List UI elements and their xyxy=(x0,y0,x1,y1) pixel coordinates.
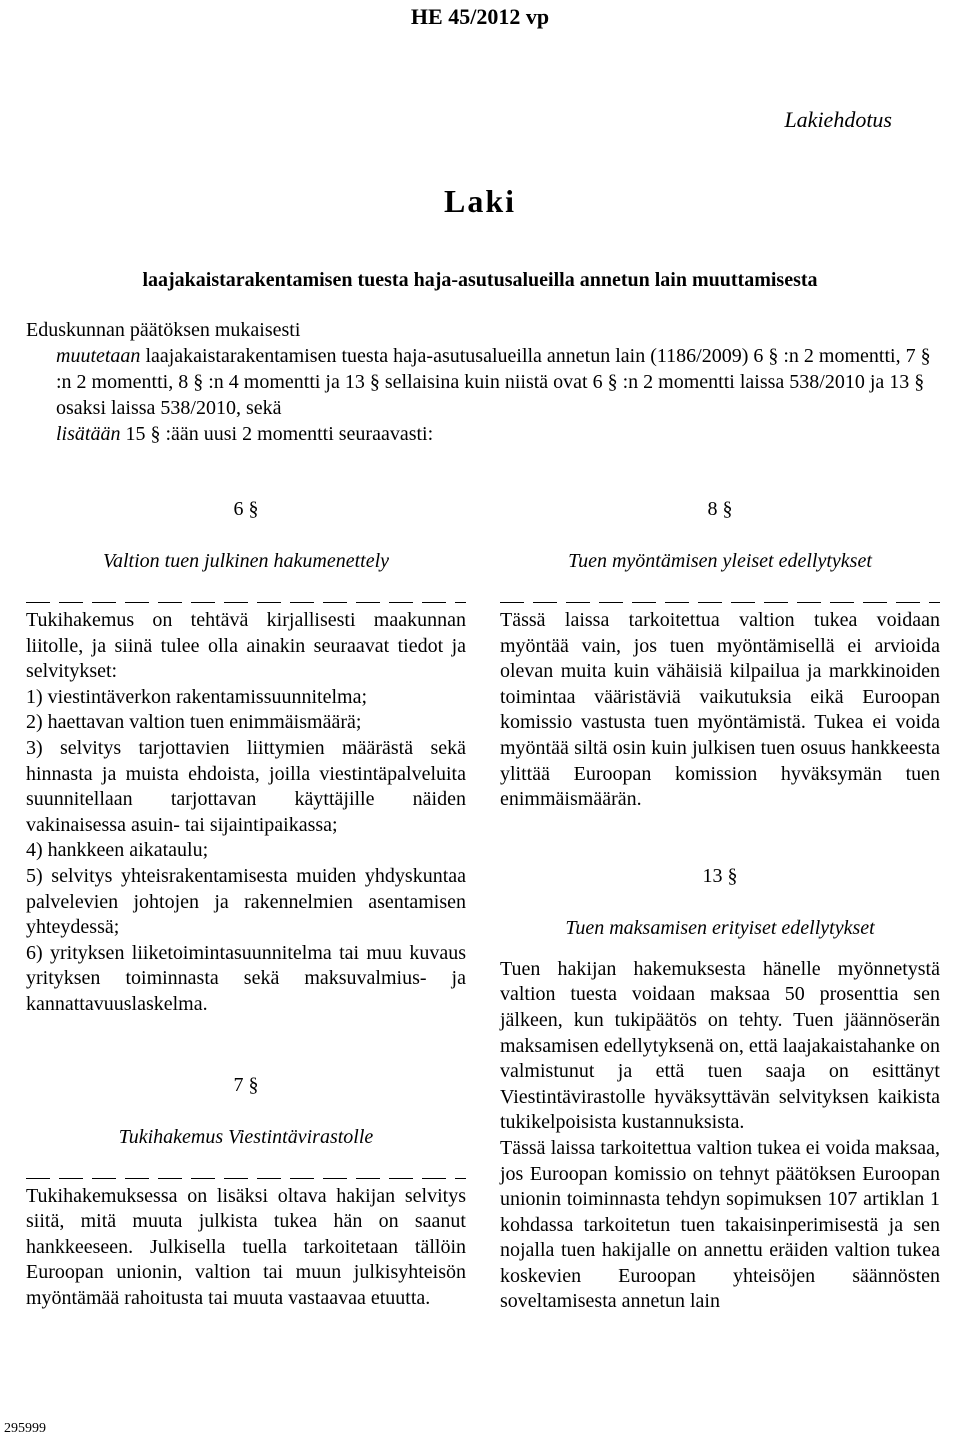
list-item: 1) viestintäverkon rakentamissuunnitelma; xyxy=(26,685,368,708)
section-7-paragraph: Tukihakemuksessa on lisäksi oltava hakijan selvitys siitä, mitä muuta julkista tukea hän on saanut hankkeeseen. Julkisella tuella tarkoitetaan tällöin Euroopan unionin, valtion tai muun julkisyhteisön myöntämää rahoitusta tai muuta vastaavaa etuutta. xyxy=(26,1184,466,1309)
omission-dashes xyxy=(26,594,466,608)
preamble-amend-text: laajakaistarakentamisen tuesta haja-asutusalueilla annetun lain (1186/2009) 6 § :n 2 momentti, 7 § :n 2 momentti, 8 § :n 4 momentti ja 13 § sellaisina kuin niistä ovat 6 § :n 2 momentti laissa 538/2010 ja 13 § osaksi laissa 538/2010, sekä xyxy=(56,345,931,419)
preamble-addition xyxy=(26,421,946,447)
list-item: 6) yrityksen liiketoimintasuunnitelma tai muu kuvaus yrityksen toiminnasta sekä maksuvalmius- ja kannattavuuslaskelma. xyxy=(26,941,466,1015)
list-item: 3) selvitys tarjottavien liittymien määrästä sekä hinnasta ja muista ehdoista, joilla viestintäpalveluita suunnitellaan tarjottavan käyttäjille näiden vakinaisessa asuin- tai sijaintipaikassa; xyxy=(26,736,466,836)
preamble-amendment xyxy=(26,343,946,421)
left-column xyxy=(26,494,466,1311)
section-spacer xyxy=(500,813,940,861)
section-6-number: 6 § xyxy=(233,498,259,520)
footer-number: 295999 xyxy=(4,1421,46,1436)
preamble-verb-add: lisätään xyxy=(56,423,121,445)
section-13-number: 13 § xyxy=(702,864,738,887)
right-column xyxy=(500,494,940,1315)
section-spacer xyxy=(26,1018,466,1070)
section-8-paragraph: Tässä laissa tarkoitettua valtion tukea voidaan myöntää vain, jos tuen myöntämisellä ei arvioida olevan muita kuin vähäisiä kilpailua ja markkinoiden toimintaa vääristäviä vaikutuksia eikä Euroopan komissio vastusta tuen myöntämistä. Tukea ei voida myöntää siltä osin kuin julkisen tuen osuus hankkeesta ylittää Euroopan komission hyväksymän tuen enimmäismäärän. xyxy=(500,609,940,811)
section-13-paragraph-1: Tuen hakijan hakemuksesta hänelle myönnetystä valtion tuesta voidaan maksaa 50 prosenttia sen jälkeen, kun tukipäätös on tehty. Tuen jäännöserän maksamisen edellytyksenä on, että laajakaistahanke on valmistunut ja että tuen saaja on esittänyt Viestintävirastolle hyväksyttävän selvityksen kaikista tukikelpoisista kustannuksista. xyxy=(500,957,940,1134)
preamble-verb-amend: muutetaan xyxy=(56,345,141,367)
preamble-add-text: 15 § :ään uusi 2 momentti seuraavasti: xyxy=(120,423,434,445)
list-item: 2) haettavan valtion tuen enimmäismäärä; xyxy=(26,711,362,734)
section-gap xyxy=(500,943,940,957)
section-8-number: 8 § xyxy=(707,498,733,520)
section-13-title: Tuen maksamisen erityiset edellytykset xyxy=(565,916,875,939)
document-type: Lakiehdotus xyxy=(784,107,892,132)
list-item: 4) hankkeen aikataulu; xyxy=(26,839,209,862)
law-title: Laki xyxy=(443,183,517,219)
omission-dashes xyxy=(500,594,940,608)
preamble xyxy=(26,317,946,447)
section-7-number: 7 § xyxy=(233,1073,259,1096)
section-6-title: Valtion tuen julkinen hakumenettely xyxy=(102,550,390,572)
section-13-paragraph-2: Tässä laissa tarkoitettua valtion tukea ei voida maksaa, jos Euroopan komissio on tehnyt päätöksen Euroopan unionin toiminnasta tehdyn sopimuksen 107 artiklan 1 kohdassa tarkoitetun tuen takaisinperimisestä ja sen nojalla tuen hakijalle on annettu eräiden valtion tukea koskevien Euroopan yhteisöjen säännösten soveltamisesta annetun lain xyxy=(500,1136,940,1313)
omission-dashes xyxy=(26,1170,466,1184)
preamble-intro: Eduskunnan päätöksen mukaisesti xyxy=(26,319,301,341)
list-item: 5) selvitys yhteisrakentamisesta muiden yhdyskuntaa palvelevien johtojen ja rakennelmien asentamisen yhteydessä; xyxy=(26,864,466,939)
document-id: HE 45/2012 vp xyxy=(410,4,550,29)
law-subtitle: laajakaistarakentamisen tuesta haja-asutusalueilla annetun lain muuttamisesta xyxy=(142,269,818,291)
section-6-paragraph: Tukihakemus on tehtävä kirjallisesti maakunnan liitolle, ja siinä tulee olla ainakin seuraavat tiedot ja selvitykset: xyxy=(26,609,466,683)
section-7-title: Tukihakemus Viestintävirastolle xyxy=(118,1125,374,1148)
section-8-title: Tuen myöntämisen yleiset edellytykset xyxy=(568,550,872,572)
